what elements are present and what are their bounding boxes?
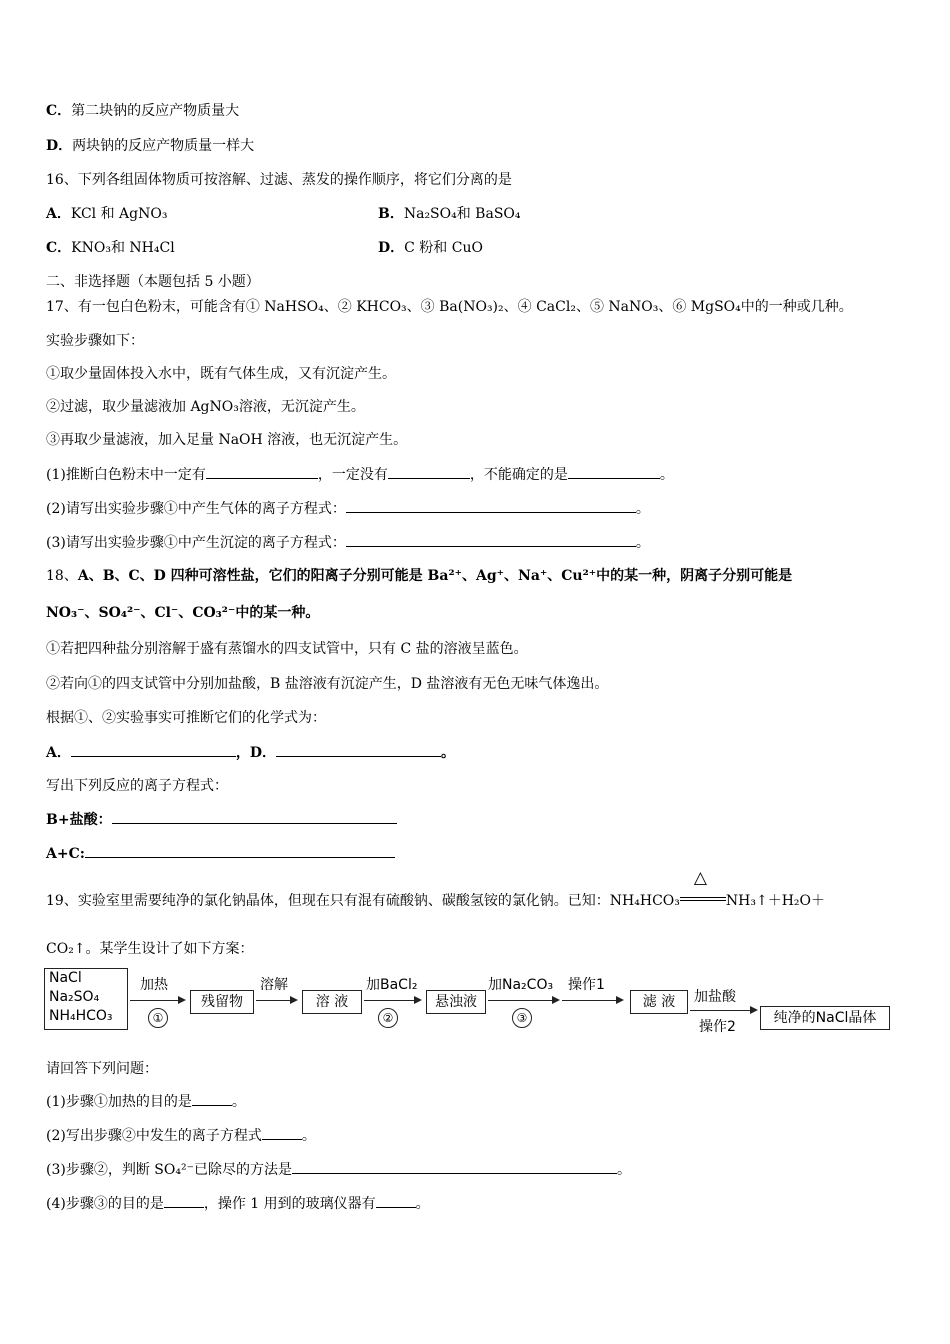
answer-blank[interactable] <box>85 844 395 858</box>
option-text: KNO₃和 NH₄Cl <box>71 240 175 256</box>
answer-blank[interactable] <box>388 465 470 479</box>
q19-part-1 <box>46 1092 246 1111</box>
q17-part-3 <box>46 533 650 552</box>
text: A+C: <box>46 846 85 862</box>
text: (4)步骤③的目的是 <box>46 1196 164 1212</box>
q19-part-4 <box>46 1194 430 1213</box>
q18-b-hcl <box>46 810 397 829</box>
q18-condition-2: ②若向①的四支试管中分别加盐酸，B 盐溶液有沉淀产生，D 盐溶液有无色无味气体逸出。 <box>46 676 609 692</box>
heat-condition <box>680 868 726 905</box>
answer-blank[interactable] <box>376 1194 416 1208</box>
answer-blank[interactable] <box>112 810 397 824</box>
text: ，操作 1 用到的玻璃仪器有 <box>203 1196 376 1212</box>
step-number: ① <box>148 1008 168 1028</box>
text: B+盐酸： <box>46 812 112 828</box>
arrow-label: 操作2 <box>699 1019 736 1035</box>
solution-box: 溶 液 <box>302 990 362 1014</box>
q15-option-d <box>46 137 254 155</box>
text: 。 <box>659 467 674 483</box>
section-heading: 二、非选择题（本题包括 5 小题） <box>46 274 260 290</box>
q16-stem: 16、下列各组固体物质可按溶解、过滤、蒸发的操作顺序，将它们分离的是 <box>46 172 512 188</box>
q19-prompt: 请回答下列问题： <box>46 1061 158 1077</box>
q18-condition-1: ①若把四种盐分别溶解于盛有蒸馏水的四支试管中，只有 C 盐的溶液呈蓝色。 <box>46 641 528 657</box>
text: 。 <box>635 535 650 551</box>
text: (1)推断白色粉末中一定有 <box>46 467 206 483</box>
residue-box: 残留物 <box>190 990 254 1014</box>
arrow-label: 加盐酸 <box>694 989 736 1005</box>
option-label: B． <box>378 206 404 222</box>
text: A． <box>46 745 71 761</box>
filtrate-box: 滤 液 <box>630 990 688 1014</box>
q16-option-b <box>378 205 521 223</box>
option-text: Na₂SO₄和 BaSO₄ <box>403 206 521 222</box>
option-label: A． <box>46 206 71 222</box>
q19-part-2 <box>46 1126 316 1145</box>
q17-part-2 <box>46 499 650 518</box>
q16-option-d <box>378 239 483 257</box>
start-item: NaCl <box>49 970 82 986</box>
text: ，D． <box>235 745 277 761</box>
q17-step-2: ②过滤，取少量滤液加 AgNO₃溶液，无沉淀产生。 <box>46 399 365 415</box>
answer-blank[interactable] <box>568 465 660 479</box>
arrow <box>562 1000 622 1001</box>
option-label: C． <box>46 103 72 119</box>
text: A、B、C、D 四种可溶性盐，它们的阳离子分别可能是 Ba²⁺、Ag⁺、Na⁺、Cu²⁺中的某一种，阴离子分别可能是 <box>77 568 793 584</box>
step-number: ③ <box>512 1008 532 1028</box>
option-text: C 粉和 CuO <box>404 240 483 256</box>
q15-option-c <box>46 102 239 120</box>
arrow <box>488 1000 558 1001</box>
q18-answers <box>46 743 455 762</box>
arrow <box>130 1000 184 1001</box>
arrow-label: 操作1 <box>568 977 605 993</box>
start-item: NH₄HCO₃ <box>49 1008 113 1024</box>
equal-line <box>680 897 726 898</box>
q19-stem <box>46 868 826 910</box>
q16-option-c <box>46 239 175 257</box>
text: 。 <box>415 1196 430 1212</box>
answer-blank[interactable] <box>71 743 236 757</box>
text: ，不能确定的是 <box>469 467 568 483</box>
answer-blank[interactable] <box>276 743 441 757</box>
number: 18、 <box>46 568 78 584</box>
q19-part-3 <box>46 1160 631 1179</box>
text: NH₃↑＋H₂O＋ <box>725 893 826 909</box>
q16-option-a <box>46 205 167 223</box>
text: 。 <box>231 1094 246 1110</box>
text: 。 <box>441 745 456 761</box>
arrow <box>256 1000 296 1001</box>
text: 。 <box>635 501 650 517</box>
q18-a-c <box>46 844 395 863</box>
text: (3)步骤②，判断 SO₄²⁻已除尽的方法是 <box>46 1162 292 1178</box>
option-text: KCl 和 AgNO₃ <box>70 206 168 222</box>
q17-step-1: ①取少量固体投入水中，既有气体生成，又有沉淀产生。 <box>46 366 396 382</box>
pure-nacl-box: 纯净的NaCl晶体 <box>760 1006 890 1030</box>
q17-part-1 <box>46 465 674 484</box>
text: 。 <box>616 1162 631 1178</box>
q19-stem-line2: CO₂↑。某学生设计了如下方案： <box>46 941 254 957</box>
answer-blank[interactable] <box>262 1126 302 1140</box>
answer-blank[interactable] <box>292 1160 617 1174</box>
start-mixture-box <box>44 968 128 1030</box>
text: ，一定没有 <box>317 467 388 483</box>
q18-stem-line1 <box>46 567 792 585</box>
triangle-icon: △ <box>693 868 707 888</box>
answer-blank[interactable] <box>206 465 318 479</box>
q17-step-3: ③再取少量滤液，加入足量 NaOH 溶液，也无沉淀产生。 <box>46 432 408 448</box>
q17-stem: 17、有一包白色粉末，可能含有① NaHSO₄、② KHCO₃、③ Ba(NO₃)₂、④ CaCl₂、⑤ NaNO₃、⑥ MgSO₄中的一种或几种。 <box>46 299 853 315</box>
option-text: 第二块钠的反应产物质量大 <box>71 103 240 119</box>
flow-diagram <box>44 968 904 1038</box>
arrow <box>690 1010 756 1011</box>
text: (2)写出步骤②中发生的离子方程式 <box>46 1128 262 1144</box>
text: 。 <box>301 1128 316 1144</box>
arrow <box>364 1000 420 1001</box>
text: 19、实验室里需要纯净的氯化钠晶体，但现在只有混有硫酸钠、碳酸氢铵的氯化钠。已知：NH₄HCO₃ <box>46 893 680 909</box>
text: (2)请写出实验步骤①中产生气体的离子方程式： <box>46 501 346 517</box>
suspension-box: 悬浊液 <box>426 990 486 1014</box>
q18-stem-line2: NO₃⁻、SO₄²⁻、Cl⁻、CO₃²⁻中的某一种。 <box>46 605 320 621</box>
answer-blank[interactable] <box>346 499 636 513</box>
q17-steps-title: 实验步骤如下： <box>46 333 144 349</box>
text: (1)步骤①加热的目的是 <box>46 1094 192 1110</box>
option-label: D． <box>378 240 405 256</box>
equal-line <box>680 900 726 901</box>
start-item: Na₂SO₄ <box>49 989 100 1005</box>
option-label: C． <box>46 240 72 256</box>
answer-blank[interactable] <box>192 1092 232 1106</box>
q18-infer: 根据①、②实验事实可推断它们的化学式为： <box>46 710 326 726</box>
arrow-label: 加BaCl₂ <box>366 977 418 993</box>
arrow-label: 溶解 <box>260 977 288 993</box>
arrow-label: 加热 <box>140 977 168 993</box>
option-text: 两块钠的反应产物质量一样大 <box>72 138 255 154</box>
q18-write: 写出下列反应的离子方程式： <box>46 778 228 794</box>
arrow-label: 加Na₂CO₃ <box>488 977 554 993</box>
option-label: D． <box>46 138 73 154</box>
answer-blank[interactable] <box>164 1194 204 1208</box>
text: (3)请写出实验步骤①中产生沉淀的离子方程式： <box>46 535 346 551</box>
answer-blank[interactable] <box>346 533 636 547</box>
step-number: ② <box>378 1008 398 1028</box>
